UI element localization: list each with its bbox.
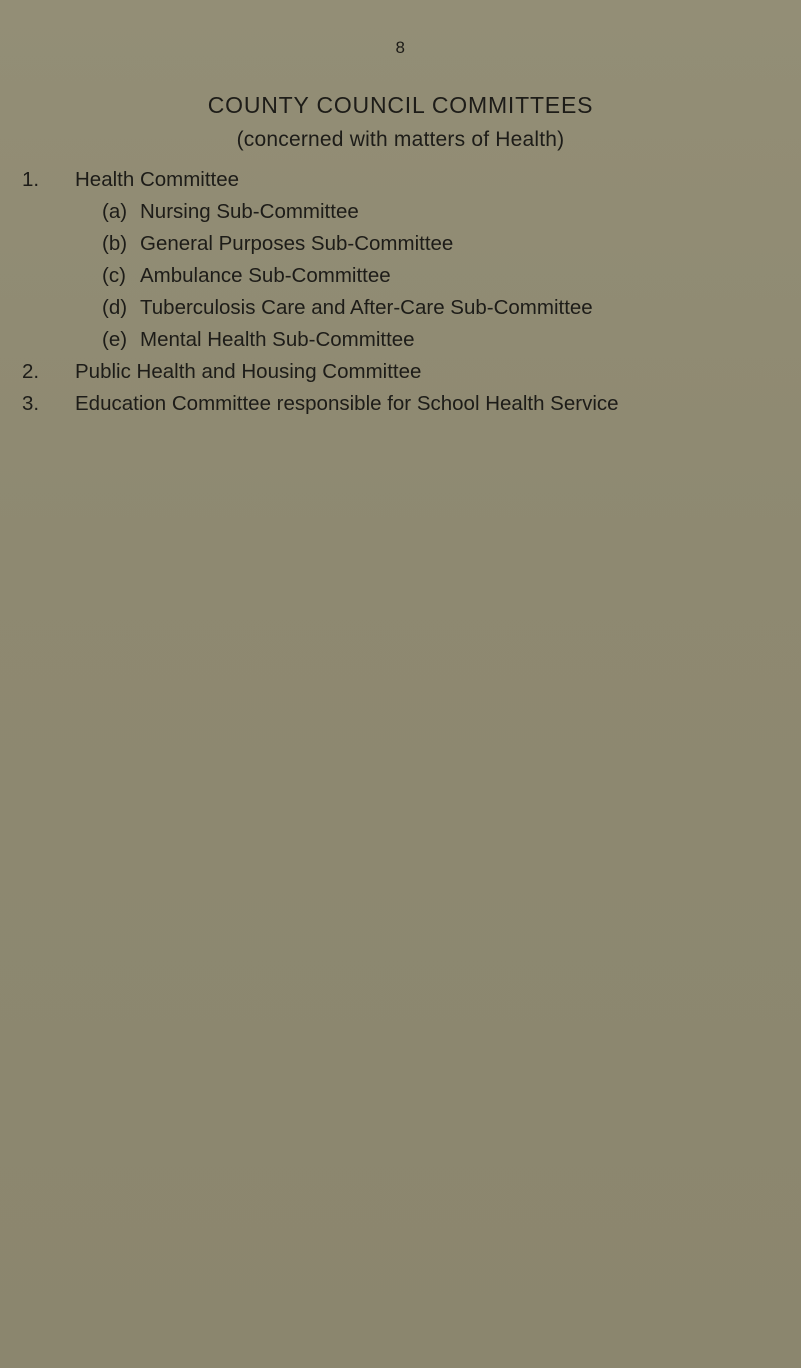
subcommittee-letter: (a) — [102, 200, 128, 223]
subcommittee-name: Nursing Sub-Committee — [140, 200, 359, 223]
committee-name: Education Committee responsible for School Health Service — [75, 392, 619, 415]
subcommittee-name: Tuberculosis Care and After-Care Sub-Committee — [140, 296, 593, 319]
subcommittee-item-mental-health — [0, 324, 801, 356]
committee-item-public-health — [0, 356, 801, 388]
committee-number: 3. — [22, 392, 40, 415]
subcommittee-item-tuberculosis — [0, 292, 801, 324]
committee-item-education — [0, 388, 801, 420]
subcommittee-name: General Purposes Sub-Committee — [140, 232, 454, 255]
committee-list — [0, 164, 801, 420]
subcommittee-name: Ambulance Sub-Committee — [140, 264, 391, 287]
page-number: 8 — [395, 38, 406, 57]
subcommittee-item-ambulance — [0, 260, 801, 292]
committee-number: 2. — [22, 360, 40, 383]
page-title: COUNTY COUNCIL COMMITTEES — [207, 92, 594, 118]
subcommittee-letter: (e) — [102, 328, 128, 351]
subcommittee-item-nursing — [0, 196, 801, 228]
page-subtitle: (concerned with matters of Health) — [236, 128, 565, 151]
subcommittee-letter: (c) — [102, 264, 126, 287]
committee-name: Health Committee — [75, 168, 240, 191]
subcommittee-name: Mental Health Sub-Committee — [140, 328, 415, 351]
subcommittee-letter: (b) — [102, 232, 128, 255]
committee-item-health — [0, 164, 801, 196]
committee-number: 1. — [22, 168, 40, 191]
committee-name: Public Health and Housing Committee — [75, 360, 422, 383]
subcommittee-item-general-purposes — [0, 228, 801, 260]
subcommittee-letter: (d) — [102, 296, 128, 319]
